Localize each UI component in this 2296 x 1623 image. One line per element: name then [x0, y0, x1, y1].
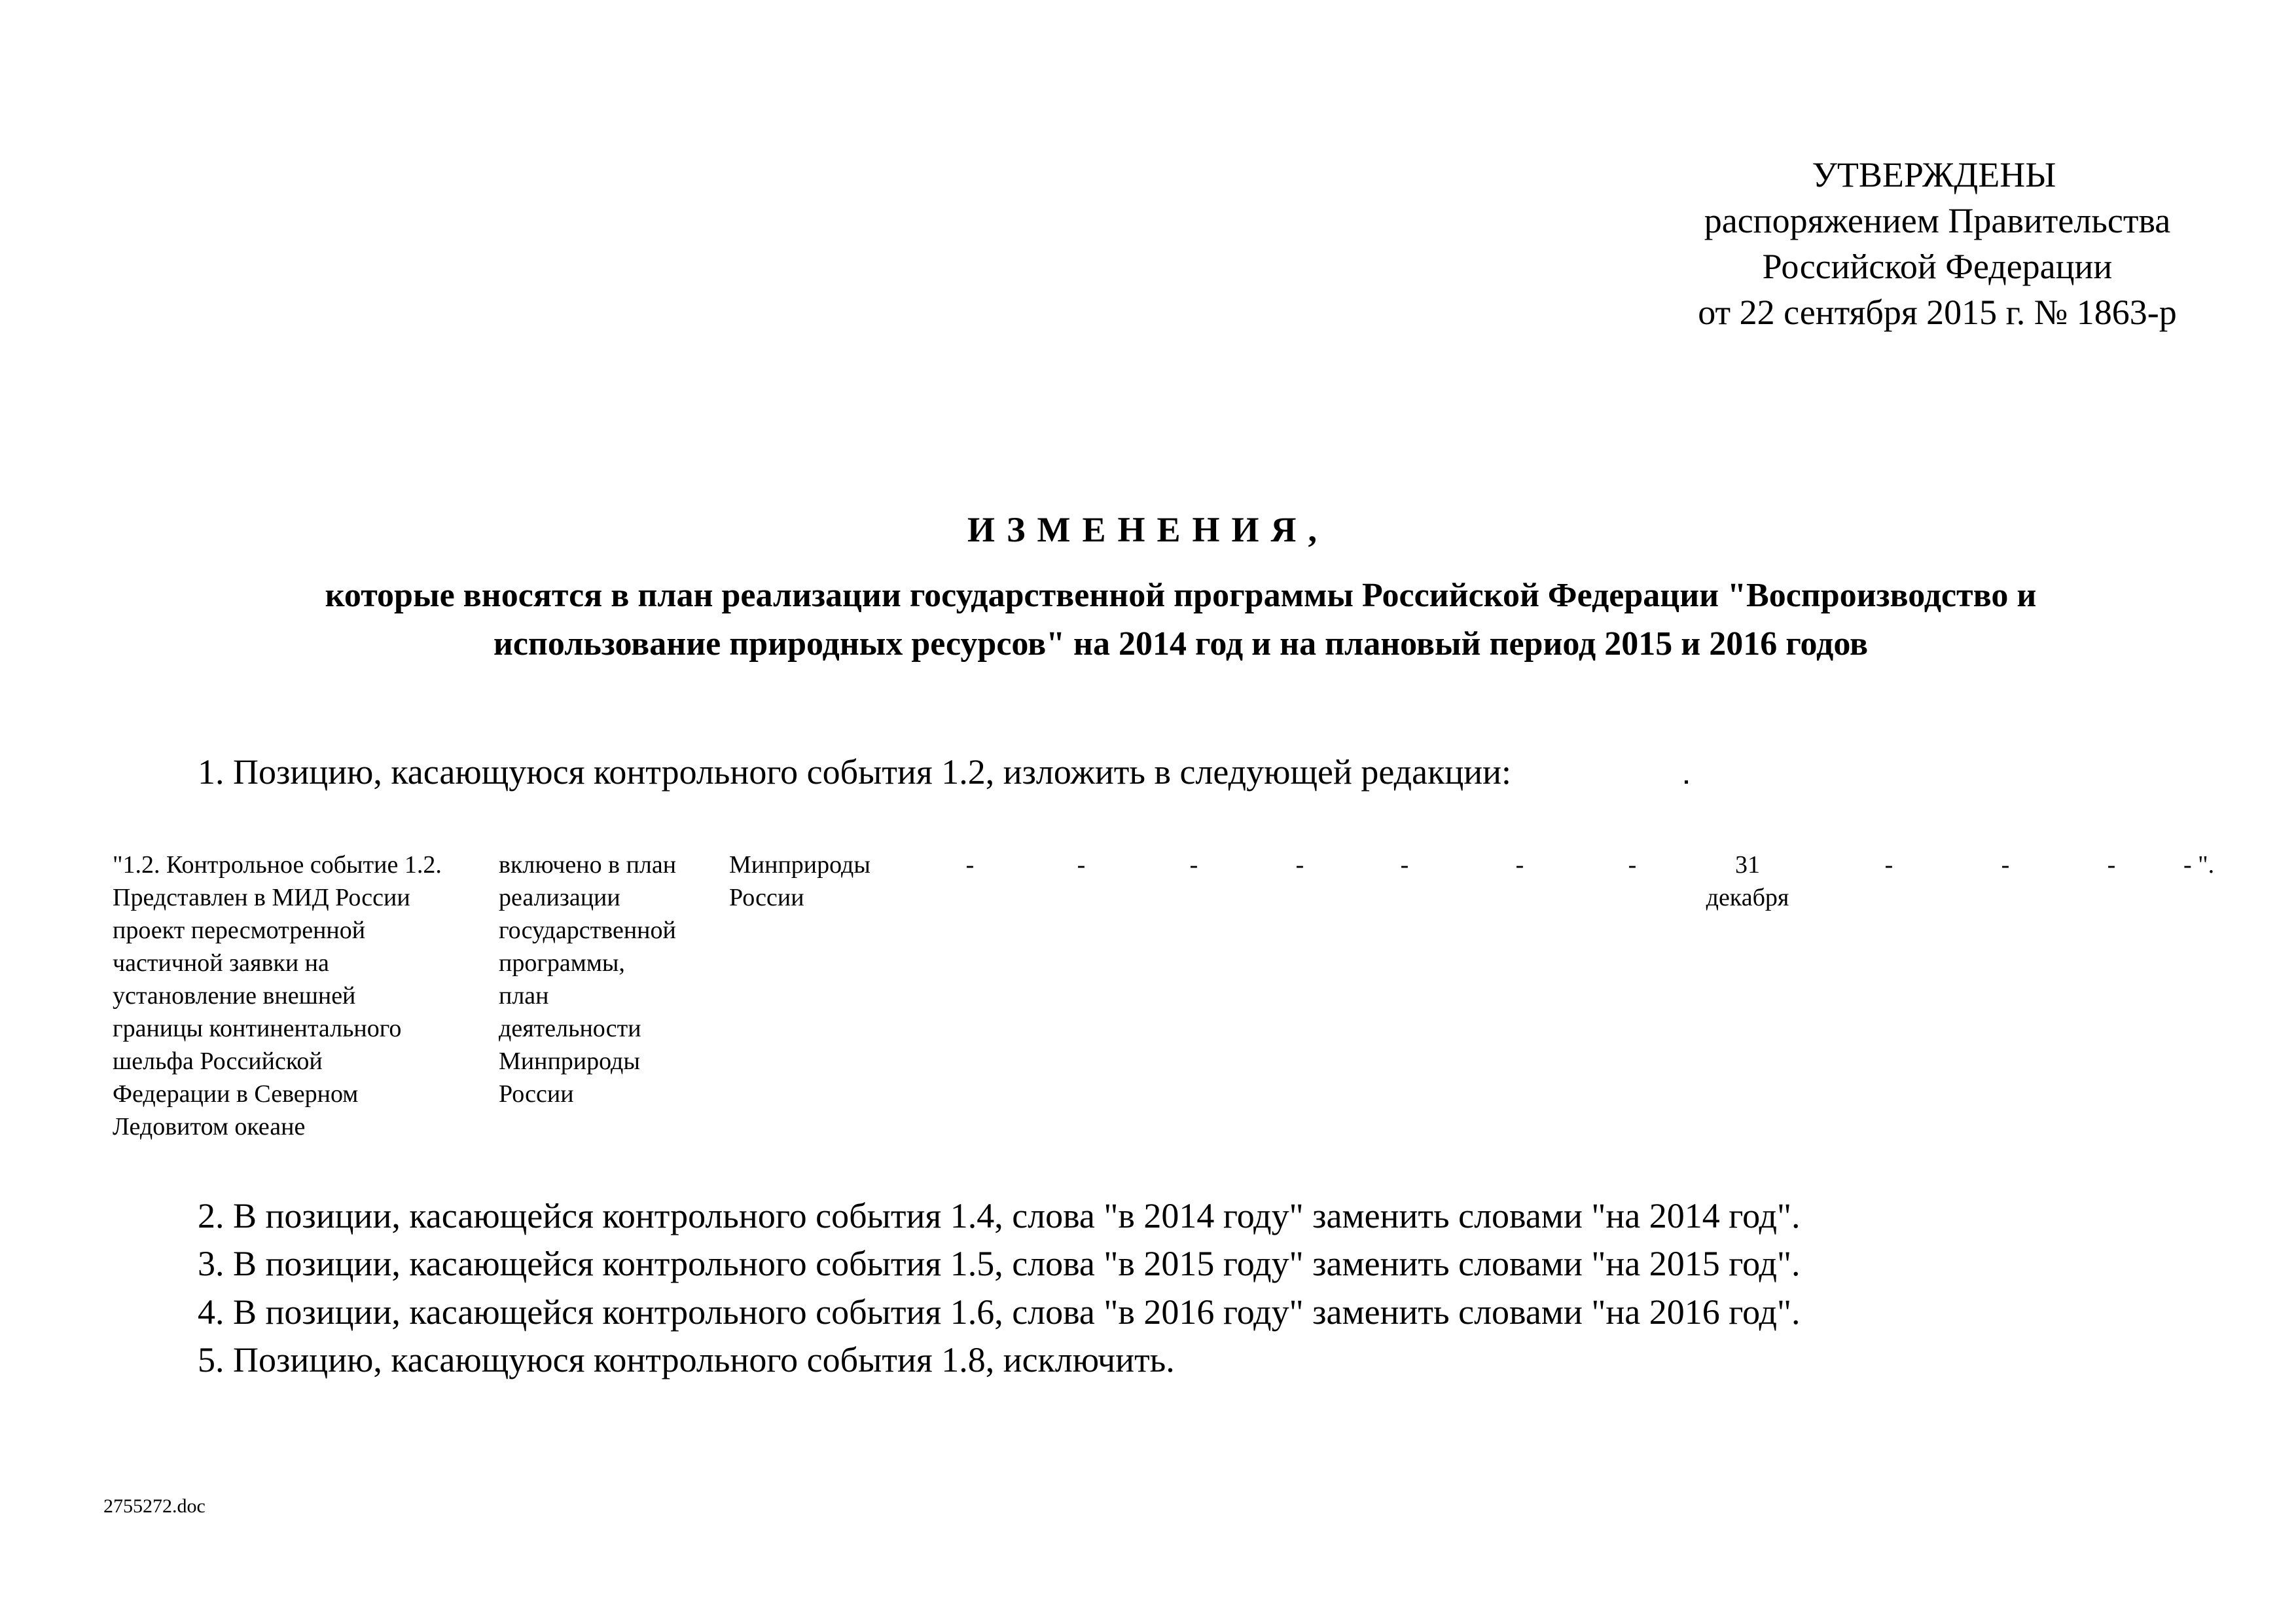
- table-cell-dash: -: [1515, 851, 1524, 879]
- table-cell-dash: -: [1884, 851, 1893, 879]
- status-line: России: [499, 1080, 574, 1108]
- document-title: ИЗМЕНЕНИЯ,: [967, 510, 1329, 549]
- approval-heading: УТВЕРЖДЕНЫ: [1812, 155, 2056, 194]
- table-cell-dash: -: [2107, 851, 2116, 879]
- paragraph-2: 2. В позиции, касающейся контрольного события 1.4, слова "в 2014 году" заменить словами "на 2014 год".: [198, 1196, 1801, 1235]
- status-line: план: [499, 982, 549, 1010]
- event-line: Федерации в Северном: [113, 1080, 359, 1108]
- event-line: шельфа Российской: [113, 1048, 323, 1075]
- table-cell-event: [113, 848, 492, 1143]
- status-line: программы,: [499, 949, 625, 977]
- paragraph-5: 5. Позицию, касающуюся контрольного события 1.8, исключить.: [198, 1340, 1175, 1379]
- paragraph-1: 1. Позицию, касающуюся контрольного события 1.2, изложить в следующей редакции:: [198, 752, 1512, 792]
- date-month: декабря: [1706, 884, 1789, 911]
- table-cell-dash: -: [1189, 851, 1198, 879]
- event-line: установление внешней: [113, 982, 356, 1010]
- responsible-line: Минприроды: [729, 851, 870, 879]
- approval-date-number: от 22 сентября 2015 г. № 1863-р: [1698, 293, 2177, 332]
- approval-authority: распоряжением Правительства: [1704, 201, 2171, 240]
- approval-block: [1623, 152, 2251, 335]
- status-line: государственной: [499, 917, 676, 944]
- status-line: деятельности: [499, 1015, 641, 1042]
- subtitle-line-2: использование природных ресурсов" на 2014 год и на плановый период 2015 и 2016 годов: [493, 625, 1869, 663]
- table-cell-dash: -: [2001, 851, 2010, 879]
- table-row-end: - ".: [2183, 851, 2215, 879]
- event-line: частичной заявки на: [113, 949, 329, 977]
- table-cell-date: [1676, 848, 1820, 914]
- event-line: Представлен в МИД России: [113, 884, 410, 911]
- status-line: включено в план: [499, 851, 677, 879]
- table-cell-dash: -: [965, 851, 975, 879]
- event-line: проект пересмотренной: [113, 917, 366, 944]
- event-line: "1.2. Контрольное событие 1.2.: [113, 851, 442, 879]
- status-line: реализации: [499, 884, 620, 911]
- event-line: границы континентального: [113, 1015, 402, 1042]
- table-cell-dash: -: [1295, 851, 1304, 879]
- file-reference: 2755272.doc: [103, 1495, 206, 1517]
- document-subtitle: [166, 572, 2195, 668]
- approval-country: Российской Федерации: [1762, 247, 2113, 286]
- status-line: Минприроды: [499, 1048, 640, 1075]
- table-cell-responsible: [729, 848, 925, 914]
- stray-mark: [1685, 780, 1688, 784]
- table-cell-dash: -: [1400, 851, 1409, 879]
- subtitle-line-1: которые вносятся в план реализации государственной программы Российской Федерации "Воспроизводство и: [325, 577, 2037, 614]
- table-cell-dash: -: [1628, 851, 1637, 879]
- paragraph-3: 3. В позиции, касающейся контрольного события 1.5, слова "в 2015 году" заменить словами "на 2015 год".: [198, 1244, 1801, 1283]
- event-line: Ледовитом океане: [113, 1113, 306, 1140]
- responsible-line: России: [729, 884, 804, 911]
- date-day: 31: [1735, 851, 1760, 879]
- table-cell-dash: -: [1077, 851, 1086, 879]
- table-cell-status: [499, 848, 708, 1110]
- paragraph-4: 4. В позиции, касающейся контрольного события 1.6, слова "в 2016 году" заменить словами "на 2016 год".: [198, 1292, 1801, 1332]
